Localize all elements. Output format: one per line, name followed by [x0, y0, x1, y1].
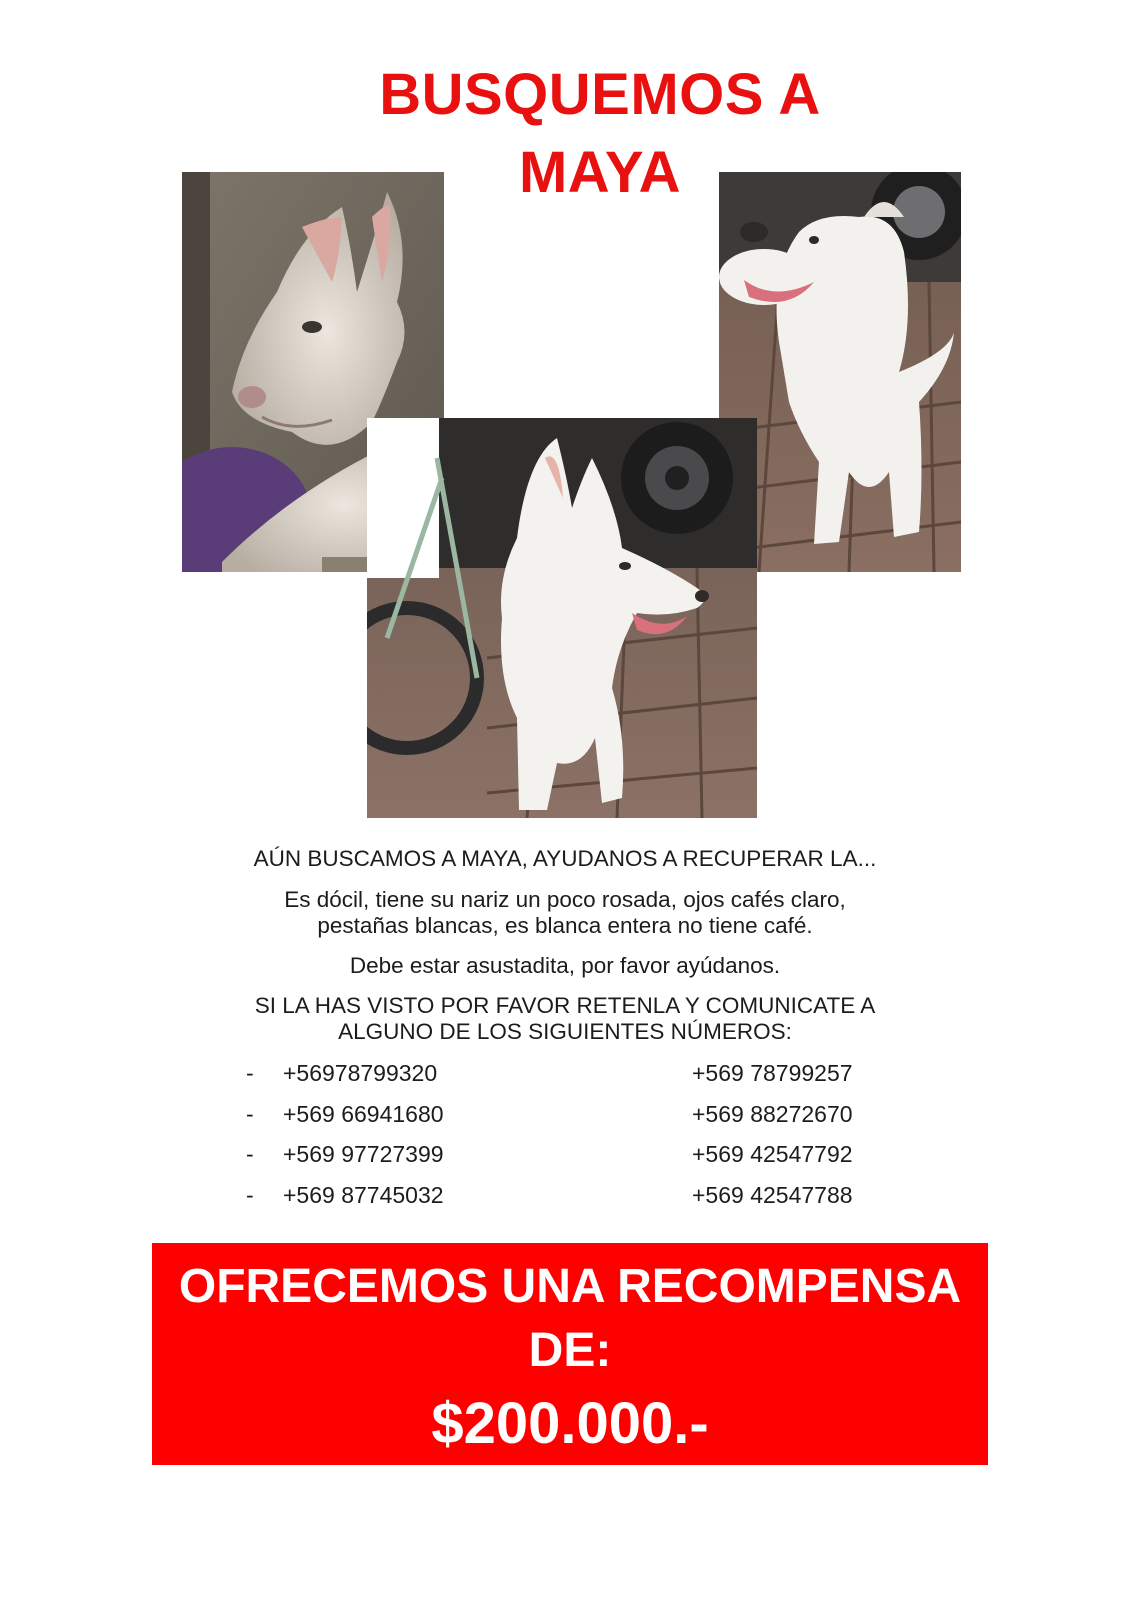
poster-title-line-1: BUSQUEMOS A	[379, 62, 821, 127]
phone-number-left: +569 66941680	[283, 1100, 444, 1127]
instruction-line-2: ALGUNO DE LOS SIGUIENTES NÚMEROS:	[338, 1019, 792, 1044]
list-bullet: -	[246, 1060, 254, 1086]
list-bullet: -	[246, 1181, 254, 1208]
phone-number-left: +56978799320	[283, 1060, 438, 1086]
phone-row	[240, 1099, 920, 1140]
poster-title-line-2: MAYA	[518, 140, 682, 205]
reward-line-2: DE:	[528, 1324, 612, 1377]
headline-text: AÚN BUSCAMOS A MAYA, AYUDANOS A RECUPERAR LA...	[253, 846, 877, 871]
phone-number-right: +569 42547788	[692, 1181, 853, 1208]
dog-sitting-image-center	[367, 418, 757, 818]
phone-row	[240, 1139, 920, 1180]
reward-amount: $200.000.-	[431, 1391, 709, 1456]
phone-number-right: +569 88272670	[692, 1100, 853, 1127]
plea-text: Debe estar asustadita, por favor ayúdanos.	[349, 953, 781, 978]
description-line-2: pestañas blancas, es blanca entera no tiene café.	[317, 913, 813, 938]
phone-row	[240, 1180, 920, 1221]
description-text	[160, 887, 970, 939]
list-bullet: -	[246, 1141, 254, 1167]
phone-number-left: +569 97727399	[283, 1141, 444, 1167]
phone-number-left: +569 87745032	[283, 1181, 444, 1208]
description-line-1: Es dócil, tiene su nariz un poco rosada, ojos cafés claro,	[284, 887, 846, 912]
phone-list	[240, 1058, 920, 1220]
instruction-line-1: SI LA HAS VISTO POR FAVOR RETENLA Y COMUNICATE A	[254, 993, 876, 1018]
reward-line-1: OFRECEMOS UNA RECOMPENSA	[178, 1260, 962, 1313]
phone-number-right: +569 78799257	[692, 1060, 853, 1086]
dog-sitting-photo-center	[367, 418, 757, 818]
list-bullet: -	[246, 1100, 254, 1127]
reward-banner	[152, 1243, 988, 1465]
phone-row	[240, 1058, 920, 1099]
phone-number-right: +569 42547792	[692, 1141, 853, 1167]
instruction-text	[160, 993, 970, 1045]
